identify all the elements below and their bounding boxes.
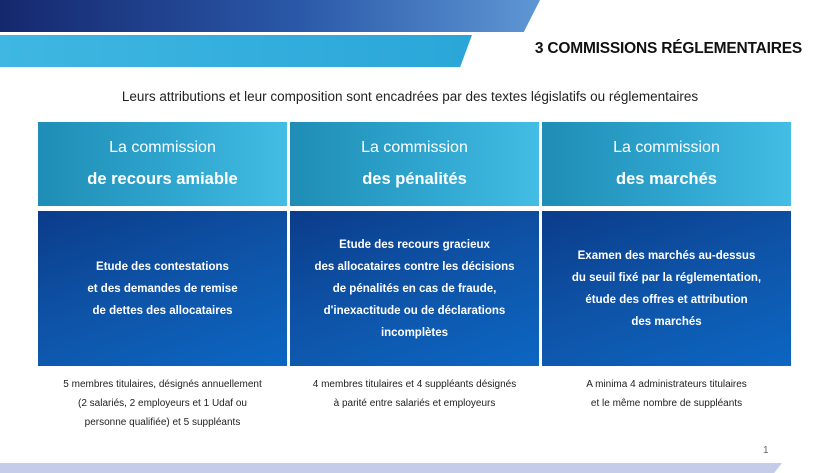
description-line: des marchés <box>631 315 702 328</box>
composition-line: et le même nombre de suppléants <box>590 398 743 409</box>
composition-line: personne qualifiée) et 5 suppléants <box>84 417 241 428</box>
commission-heading-line2: de recours amiable <box>87 170 238 188</box>
composition-line: 5 membres titulaires, désignés annuellement <box>63 379 262 390</box>
slide-subtitle: Leurs attributions et leur composition sont encadrées par des textes législatifs ou réglementaires <box>121 89 699 104</box>
commission-heading-line2: des marchés <box>616 170 717 188</box>
description-line: d'inexactitude ou de déclarations <box>323 304 506 317</box>
header-band-light <box>0 35 472 67</box>
description-line: du seuil fixé par la réglementation, <box>571 271 762 284</box>
commission-composition <box>542 375 791 413</box>
commission-heading-line1: La commission <box>613 139 720 156</box>
description-line: incomplètes <box>380 326 449 339</box>
description-line: et des demandes de remise <box>87 282 238 295</box>
description-line: Etude des recours gracieux <box>339 238 490 251</box>
description-line: Etude des contestations <box>96 260 229 273</box>
commission-heading <box>290 122 539 206</box>
footer-band <box>0 463 782 473</box>
description-line: des allocataires contre les décisions <box>314 260 515 273</box>
commission-composition <box>38 375 287 432</box>
description-line: de dettes des allocataires <box>92 304 233 317</box>
composition-line: à parité entre salariés et employeurs <box>333 398 496 409</box>
page-number: 1 <box>763 445 769 456</box>
commission-description <box>38 211 287 366</box>
commission-description <box>542 211 791 366</box>
commission-heading-line2: des pénalités <box>362 170 467 188</box>
commission-composition <box>290 375 539 413</box>
commission-heading-line1: La commission <box>109 139 216 156</box>
composition-line: (2 salariés, 2 employeurs et 1 Udaf ou <box>78 398 247 409</box>
commission-heading <box>38 122 287 206</box>
commission-heading <box>542 122 791 206</box>
description-line: étude des offres et attribution <box>585 293 748 306</box>
header-band-dark <box>0 0 540 32</box>
composition-line: A minima 4 administrateurs titulaires <box>586 379 747 390</box>
composition-line: 4 membres titulaires et 4 suppléants désignés <box>312 379 517 390</box>
commission-description <box>290 211 539 366</box>
description-line: Examen des marchés au-dessus <box>577 249 756 262</box>
commission-heading-line1: La commission <box>361 139 468 156</box>
slide-title: 3 COMMISSIONS RÉGLEMENTAIRES <box>534 40 802 57</box>
description-line: de pénalités en cas de fraude, <box>332 282 497 295</box>
